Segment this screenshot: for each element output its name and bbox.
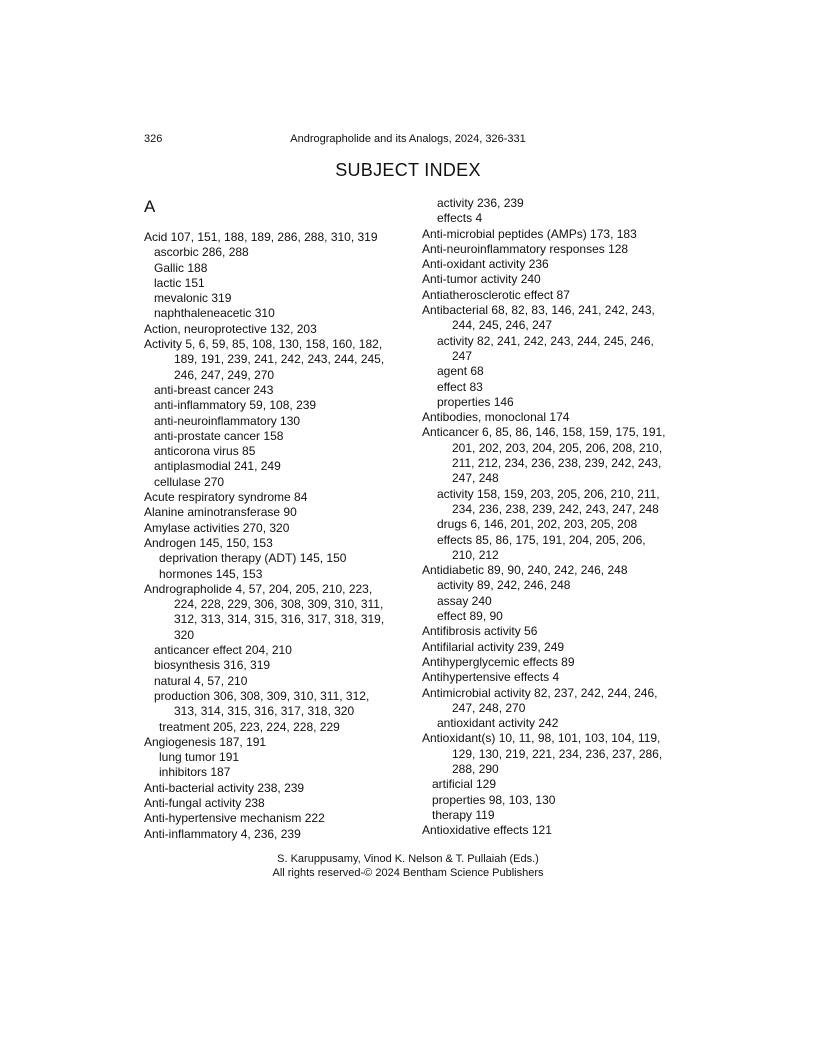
- index-entry: Angiogenesis 187, 191: [144, 734, 267, 749]
- index-entry: Anti-microbial peptides (AMPs) 173, 183: [422, 226, 637, 241]
- index-entry: effects 4: [437, 211, 483, 226]
- index-entry: Andrographolide 4, 57, 204, 205, 210, 223,: [144, 581, 373, 596]
- index-entry-continuation: 320: [174, 627, 195, 642]
- page-number: 326: [144, 133, 163, 145]
- index-entry: Acid 107, 151, 188, 189, 286, 288, 310, 319: [144, 230, 378, 244]
- index-entry: lactic 151: [154, 275, 205, 290]
- index-entry: anti-breast cancer 243: [154, 382, 274, 397]
- index-entry: ascorbic 286, 288: [154, 245, 249, 260]
- index-entry: therapy 119: [432, 807, 495, 822]
- index-entry: Action, neuroprotective 132, 203: [144, 321, 317, 336]
- index-entry: cellulase 270: [154, 474, 225, 489]
- index-entry: anticorona virus 85: [154, 444, 256, 459]
- index-entry-continuation: 211, 212, 234, 236, 238, 239, 242, 243,: [452, 456, 662, 471]
- index-entry: Antimicrobial activity 82, 237, 242, 244, 246,: [422, 685, 658, 700]
- index-entry: Alanine aminotransferase 90: [144, 505, 297, 520]
- index-entry: anti-inflammatory 59, 108, 239: [154, 398, 317, 413]
- index-entry: antiplasmodial 241, 249: [154, 459, 281, 474]
- index-entry: activity 82, 241, 242, 243, 244, 245, 246,: [437, 333, 654, 348]
- index-entry: agent 68: [437, 364, 484, 379]
- index-entry: properties 98, 103, 130: [432, 792, 556, 807]
- index-entry: mevalonic 319: [154, 291, 232, 306]
- index-entry: anti-prostate cancer 158: [154, 428, 284, 443]
- footer-editors: S. Karuppusamy, Vinod K. Nelson & T. Pullaiah (Eds.): [277, 853, 539, 865]
- index-entry: effects 85, 86, 175, 191, 204, 205, 206,: [437, 532, 646, 547]
- index-entry: lung tumor 191: [159, 750, 240, 765]
- index-entry: naphthaleneacetic 310: [154, 306, 275, 321]
- footer-rights: All rights reserved-© 2024 Bentham Science Publishers: [272, 867, 544, 879]
- index-entry: Antifilarial activity 239, 249: [422, 639, 565, 654]
- index-entry-continuation: 246, 247, 249, 270: [174, 367, 275, 382]
- index-entry: assay 240: [437, 593, 492, 608]
- index-entry-continuation: 313, 314, 315, 316, 317, 318, 320: [174, 704, 355, 719]
- index-entry: inhibitors 187: [159, 765, 231, 780]
- index-entry-continuation: 247: [452, 348, 473, 363]
- index-entry: Anti-oxidant activity 236: [422, 257, 549, 272]
- index-entry-continuation: 189, 191, 239, 241, 242, 243, 244, 245,: [174, 352, 385, 367]
- index-entry: anticancer effect 204, 210: [154, 643, 292, 658]
- index-entry-continuation: 288, 290: [452, 761, 499, 776]
- index-entry: Antiatherosclerotic effect 87: [422, 287, 570, 302]
- index-entry: Antifibrosis activity 56: [422, 624, 538, 639]
- section-letter: A: [144, 197, 156, 216]
- index-entry: Antidiabetic 89, 90, 240, 242, 246, 248: [422, 563, 628, 578]
- index-entry: Acute respiratory syndrome 84: [144, 490, 308, 505]
- index-column-left: [144, 230, 409, 842]
- index-entry-continuation: 247, 248: [452, 471, 499, 486]
- index-entry: Anti-inflammatory 4, 236, 239: [144, 826, 301, 841]
- index-entry: Amylase activities 270, 320: [144, 520, 290, 535]
- index-entry-continuation: 234, 236, 238, 239, 242, 243, 247, 248: [452, 501, 659, 516]
- index-entry: Anti-bacterial activity 238, 239: [144, 780, 305, 795]
- index-entry-continuation: 224, 228, 229, 306, 308, 309, 310, 311,: [174, 597, 384, 612]
- index-entry-continuation: 244, 245, 246, 247: [452, 318, 553, 333]
- index-entry: drugs 6, 146, 201, 202, 203, 205, 208: [437, 517, 638, 532]
- index-entry: Anti-neuroinflammatory responses 128: [422, 241, 629, 256]
- index-entry: activity 89, 242, 246, 248: [437, 578, 571, 593]
- index-entry: deprivation therapy (ADT) 145, 150: [159, 551, 347, 566]
- index-entry: treatment 205, 223, 224, 228, 229: [159, 719, 340, 734]
- index-title: SUBJECT INDEX: [335, 160, 481, 180]
- index-entry-continuation: 210, 212: [452, 547, 499, 562]
- index-entry-continuation: 129, 130, 219, 221, 234, 236, 237, 286,: [452, 746, 663, 761]
- index-entry: production 306, 308, 309, 310, 311, 312,: [154, 688, 370, 703]
- index-entry: artificial 129: [432, 777, 497, 792]
- index-entry: Antibodies, monoclonal 174: [422, 410, 570, 425]
- index-entry: properties 146: [437, 394, 514, 409]
- index-entry: Anti-tumor activity 240: [422, 272, 541, 287]
- index-entry: Gallic 188: [154, 260, 208, 275]
- index-entry-continuation: 312, 313, 314, 315, 316, 317, 318, 319,: [174, 612, 385, 627]
- index-entry: Antibacterial 68, 82, 83, 146, 241, 242, 243,: [422, 303, 655, 318]
- index-entry: natural 4, 57, 210: [154, 673, 248, 688]
- index-entry: Antihyperglycemic effects 89: [422, 654, 575, 669]
- index-entry: Anti-hypertensive mechanism 222: [144, 811, 325, 826]
- index-entry: hormones 145, 153: [159, 566, 263, 581]
- index-entry: Androgen 145, 150, 153: [144, 535, 273, 550]
- index-entry: Activity 5, 6, 59, 85, 108, 130, 158, 160, 182,: [144, 337, 383, 352]
- index-entry: Anticancer 6, 85, 86, 146, 158, 159, 175, 191,: [422, 425, 666, 440]
- index-entry-continuation: 201, 202, 203, 204, 205, 206, 208, 210,: [452, 440, 663, 455]
- index-entry-continuation: 247, 248, 270: [452, 700, 526, 715]
- index-entry: effect 89, 90: [437, 609, 503, 624]
- index-entry: effect 83: [437, 379, 483, 394]
- index-entry: Antioxidative effects 121: [422, 823, 552, 838]
- index-entry: activity 236, 239: [437, 196, 524, 210]
- index-entry: biosynthesis 316, 319: [154, 658, 271, 673]
- index-entry: activity 158, 159, 203, 205, 206, 210, 211,: [437, 486, 660, 501]
- index-entry: Antihypertensive effects 4: [422, 670, 560, 685]
- running-title: Andrographolide and its Analogs, 2024, 326-331: [290, 133, 526, 145]
- index-entry: anti-neuroinflammatory 130: [154, 413, 301, 428]
- index-entry: Anti-fungal activity 238: [144, 795, 265, 810]
- index-entry: Antioxidant(s) 10, 11, 98, 101, 103, 104, 119,: [422, 731, 661, 746]
- index-column-right: [422, 196, 687, 838]
- index-entry: antioxidant activity 242: [437, 716, 559, 731]
